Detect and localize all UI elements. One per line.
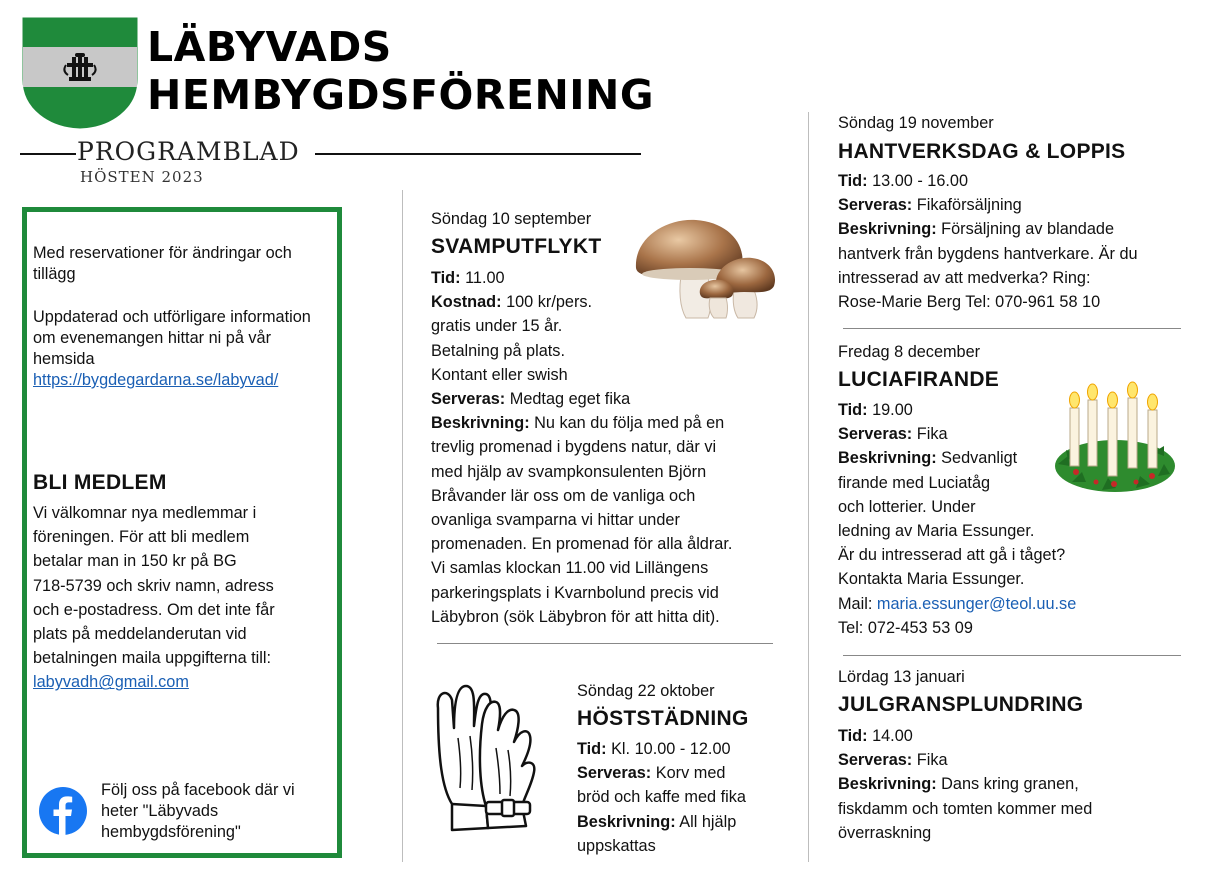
member-line: betalar man in 150 kr på BG xyxy=(33,552,237,571)
description-line: Läbybron (sök Läbybron för att hitta dit). xyxy=(431,607,720,626)
event-served xyxy=(838,193,1198,217)
time-value: 11.00 xyxy=(460,269,505,287)
served-value: Korv med xyxy=(651,764,726,783)
member-text xyxy=(33,501,338,695)
facebook-text: Följ oss på facebook där vi heter "Läbyvads hembygdsförening" xyxy=(101,781,295,841)
description-line: fiskdamm och tomten kommer med xyxy=(838,799,1093,818)
event-details xyxy=(431,266,791,629)
event-details xyxy=(838,398,1198,640)
member-line: och e-postadress. Om det inte får xyxy=(33,600,275,619)
cost-value: 100 kr/pers. xyxy=(501,293,593,312)
description-label: Beskrivning: xyxy=(431,414,530,433)
description-line: intresserad av att medverka? Ring: xyxy=(838,268,1091,287)
description-line: ovanliga svamparna vi hittar under xyxy=(431,511,680,530)
event-time xyxy=(431,266,791,290)
event-served xyxy=(431,387,791,411)
org-title-line2: HEMBYGDSFÖRENING xyxy=(147,71,655,119)
event-separator xyxy=(843,328,1181,329)
served-label: Serveras: xyxy=(838,751,913,770)
event-title: LUCIAFIRANDE xyxy=(838,368,1000,391)
event-served xyxy=(838,422,1198,446)
org-title-line1: LÄBYVADS xyxy=(147,23,392,71)
description-line: Är du intresserad att gå i tåget? xyxy=(838,546,1066,565)
time-label: Tid: xyxy=(838,172,868,190)
description-line: hantverk från bygdens hantverkare. Är du xyxy=(838,244,1138,263)
description-line: Rose-Marie Berg Tel: 070-961 58 10 xyxy=(838,293,1101,312)
description-line: uppskattas xyxy=(577,836,656,855)
description-text: Försäljning av blandade xyxy=(936,220,1115,239)
event-served xyxy=(577,761,792,785)
event-time xyxy=(838,724,1198,748)
description-text: Sedvanligt xyxy=(936,449,1018,468)
event-time xyxy=(838,398,1198,422)
description-label: Beskrivning: xyxy=(838,775,937,794)
divider xyxy=(315,153,641,155)
description-text: Dans kring granen, xyxy=(936,775,1079,794)
description-line: firande med Luciatåg xyxy=(838,473,991,492)
event-details xyxy=(838,724,1198,845)
event-separator xyxy=(843,655,1181,656)
description-line: Kontakta Maria Essunger. xyxy=(838,570,1025,589)
description-line: överraskning xyxy=(838,823,932,842)
description-label: Beskrivning: xyxy=(838,220,937,239)
member-line: föreningen. För att bli medlem xyxy=(33,528,250,547)
description-line: trevlig promenad i bygdens natur, där vi xyxy=(431,438,717,457)
event-description xyxy=(838,446,1198,470)
reservation-text: Med reservationer för ändringar och tillägg xyxy=(33,244,292,283)
time-label: Tid: xyxy=(838,401,868,419)
description-line: och lotterier. Under xyxy=(838,497,976,516)
event-separator xyxy=(437,643,773,644)
member-line: 718-5739 och skriv namn, adress xyxy=(33,576,274,595)
mail-link[interactable]: maria.essunger@teol.uu.se xyxy=(876,594,1077,613)
description-label: Beskrivning: xyxy=(838,449,937,468)
served-value: Fika xyxy=(912,751,948,770)
time-value: 14.00 xyxy=(867,727,913,745)
description-line: Bråvander lär oss om de vanliga och xyxy=(431,486,696,505)
website-info-text: Uppdaterad och utförligare information om evenemangen hittar ni på vår hemsida xyxy=(33,308,311,368)
cost-note: gratis under 15 år. xyxy=(431,317,563,336)
reservation-note xyxy=(33,243,333,285)
cost-label: Kostnad: xyxy=(431,293,502,312)
event-date: Fredag 8 december xyxy=(838,343,981,361)
served-label: Serveras: xyxy=(838,196,913,215)
member-line: Vi välkomnar nya medlemmar i xyxy=(33,504,257,522)
event-title: HÖSTSTÄDNING xyxy=(577,707,749,730)
coat-of-arms-logo xyxy=(22,17,138,129)
website-link[interactable]: https://bygdegardarna.se/labyvad/ xyxy=(33,371,279,389)
cost-note: Betalning på plats. xyxy=(431,341,565,360)
event-details xyxy=(577,737,792,858)
facebook-icon[interactable] xyxy=(38,786,88,836)
time-label: Tid: xyxy=(431,269,461,287)
served-value: Fika xyxy=(912,425,948,444)
contact-mail xyxy=(838,592,1198,616)
description-line: ledning av Maria Essunger. xyxy=(838,522,1035,541)
website-note xyxy=(33,307,333,391)
description-text: Nu kan du följa med på en xyxy=(529,414,725,433)
member-email-link[interactable]: labyvadh@gmail.com xyxy=(33,673,189,692)
served-label: Serveras: xyxy=(431,390,506,409)
event-date: Lördag 13 januari xyxy=(838,668,965,686)
event-date: Söndag 19 november xyxy=(838,114,994,132)
served-label: Serveras: xyxy=(838,425,913,444)
event-description xyxy=(431,411,791,435)
mail-label: Mail: xyxy=(838,594,877,613)
time-value: 13.00 - 16.00 xyxy=(867,172,969,190)
event-description xyxy=(838,772,1198,796)
time-value: 19.00 xyxy=(867,401,913,419)
divider xyxy=(20,153,76,155)
event-date: Söndag 10 september xyxy=(431,210,592,228)
time-label: Tid: xyxy=(577,740,607,758)
season-label: HÖSTEN 2023 xyxy=(80,168,204,186)
cost-note: Kontant eller swish xyxy=(431,365,568,384)
served-label: Serveras: xyxy=(577,764,652,783)
served-value: Medtag eget fika xyxy=(505,390,631,409)
event-cost xyxy=(431,290,791,314)
event-description xyxy=(838,217,1198,241)
description-line: med hjälp av svampkonsulenten Björn xyxy=(431,462,707,481)
time-label: Tid: xyxy=(838,727,868,745)
description-line: promenaden. En promenad för alla åldrar. xyxy=(431,535,733,554)
description-line: Vi samlas klockan 11.00 vid Lillängens xyxy=(431,559,709,578)
event-description xyxy=(577,810,792,834)
member-line: betalningen maila uppgifterna till: xyxy=(33,649,272,668)
member-line: plats på meddelanderutan vid xyxy=(33,625,247,644)
event-title: SVAMPUTFLYKT xyxy=(431,235,602,258)
page-subtitle: PROGRAMBLAD xyxy=(77,137,300,166)
column-divider xyxy=(808,112,809,862)
column-divider xyxy=(402,190,403,862)
event-title: HANTVERKSDAG & LOPPIS xyxy=(838,140,1126,163)
gloves-illustration xyxy=(430,678,562,842)
member-heading: BLI MEDLEM xyxy=(33,471,167,494)
contact-phone: Tel: 072-453 53 09 xyxy=(838,618,973,637)
time-value: Kl. 10.00 - 12.00 xyxy=(606,740,731,758)
event-served xyxy=(838,748,1198,772)
event-date: Söndag 22 oktober xyxy=(577,682,715,700)
event-time xyxy=(577,737,792,761)
event-title: JULGRANSPLUNDRING xyxy=(838,693,1084,716)
description-label: Beskrivning: xyxy=(577,812,676,831)
served-line: bröd och kaffe med fika xyxy=(577,788,746,807)
event-details xyxy=(838,169,1198,314)
served-value: Fikaförsäljning xyxy=(912,196,1022,215)
description-text: All hjälp xyxy=(675,812,737,831)
description-line: parkeringsplats i Kvarnbolund precis vid xyxy=(431,583,719,602)
event-time xyxy=(838,169,1198,193)
